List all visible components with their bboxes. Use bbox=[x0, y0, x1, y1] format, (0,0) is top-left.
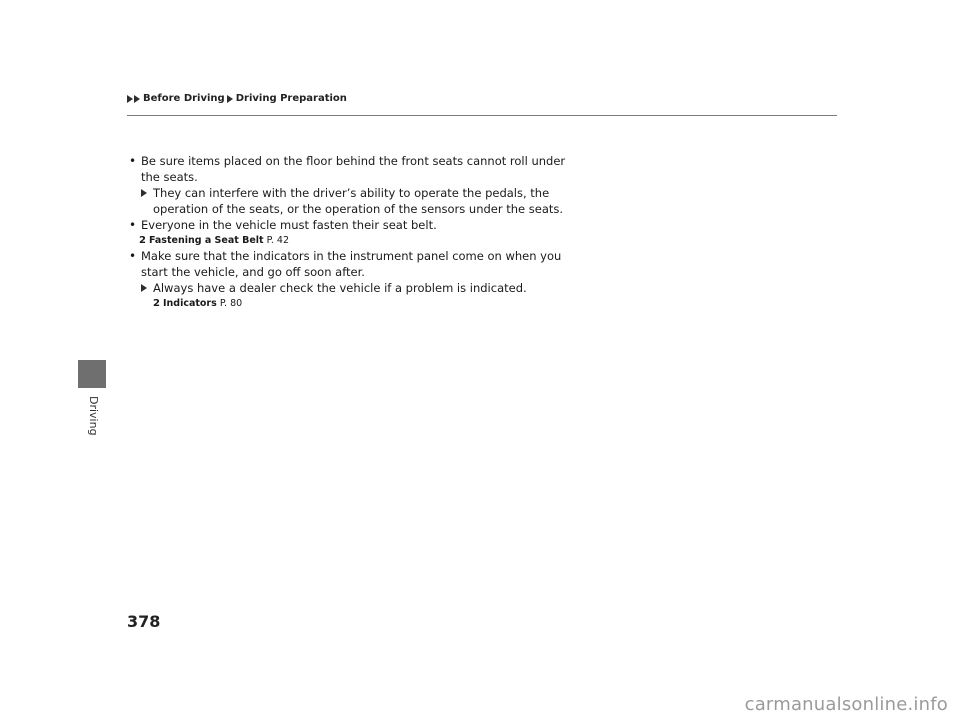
side-tab-marker bbox=[78, 360, 106, 388]
bullet-text: Be sure items placed on the floor behind the front seats cannot roll under the seats. bbox=[141, 154, 566, 184]
side-tab-label: Driving bbox=[87, 396, 100, 436]
list-item-sub bbox=[127, 185, 587, 217]
reference-icon: 2 bbox=[153, 298, 160, 309]
main-content bbox=[127, 153, 587, 311]
breadcrumb-section[interactable]: Before Driving bbox=[143, 93, 225, 104]
list-item-sub bbox=[127, 280, 587, 296]
arrow-icon bbox=[227, 95, 233, 103]
arrow-icon bbox=[134, 95, 140, 103]
arrow-icon bbox=[141, 284, 147, 292]
reference-title[interactable]: Fastening a Seat Belt bbox=[148, 235, 264, 246]
reference-page: P. 80 bbox=[219, 298, 243, 309]
bullet-icon: • bbox=[129, 249, 137, 263]
reference-icon: 2 bbox=[139, 235, 146, 246]
list-item bbox=[127, 153, 587, 185]
breadcrumb bbox=[127, 93, 347, 104]
sub-text: They can interfere with the driver’s ability to operate the pedals, the operation of the seats, or the operation of the sensors under the seats. bbox=[153, 186, 564, 216]
reference-title[interactable]: Indicators bbox=[162, 298, 217, 309]
header-divider bbox=[127, 115, 837, 116]
bullet-icon: • bbox=[129, 218, 137, 232]
arrow-icon bbox=[141, 189, 147, 197]
bullet-icon: • bbox=[129, 154, 137, 168]
list-item bbox=[127, 217, 587, 233]
breadcrumb-page[interactable]: Driving Preparation bbox=[235, 93, 347, 104]
bullet-text: Everyone in the vehicle must fasten their seat belt. bbox=[141, 218, 437, 232]
list-item bbox=[127, 248, 587, 280]
cross-reference[interactable] bbox=[127, 296, 587, 311]
page-number: 378 bbox=[127, 612, 161, 631]
arrow-icon bbox=[127, 95, 133, 103]
reference-page: P. 42 bbox=[266, 235, 290, 246]
sub-item bbox=[141, 185, 587, 217]
sub-item bbox=[141, 280, 587, 296]
watermark: carmanualsonline.info bbox=[744, 694, 948, 715]
sub-text: Always have a dealer check the vehicle if a problem is indicated. bbox=[153, 281, 527, 295]
bullet-text: Make sure that the indicators in the instrument panel come on when you start the vehicle, and go off soon after. bbox=[141, 249, 562, 279]
cross-reference[interactable] bbox=[127, 233, 587, 248]
